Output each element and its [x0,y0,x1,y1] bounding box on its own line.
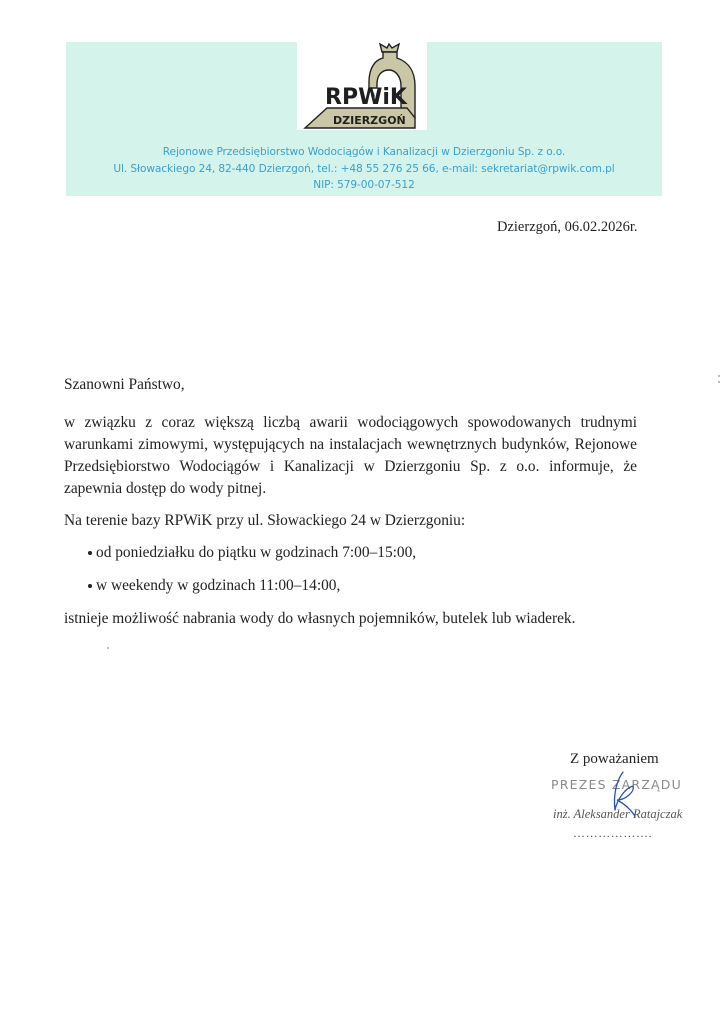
bullet-icon [88,551,92,555]
letter-paragraph-3: istnieje możliwość nabrania wody do własnych pojemników, butelek lub wiaderek. [64,610,576,627]
company-logo [297,38,427,130]
bullet-icon [88,584,92,588]
scan-speck [107,647,109,649]
company-name: Rejonowe Przedsiębiorstwo Wodociągów i Kanalizacji w Dzierzgoniu Sp. z o.o. [162,146,566,158]
list-item [64,542,637,564]
faucet-logo-icon [297,38,427,130]
list-item [64,575,637,597]
letter-paragraph-2: Na terenie bazy RPWiK przy ul. Słowackiego 24 w Dzierzgoniu: [64,512,466,529]
company-address: Ul. Słowackiego 24, 82-440 Dzierzgoń, tel.: +48 55 276 25 66, e-mail: sekretariat@rpwik.com.pl [113,162,615,175]
logo-main-text: RPWiK [325,85,407,110]
letter-paragraph-1: w związku z coraz większą liczbą awarii wodociągowych spowodowanych trudnymi warunkami zimowymi, występujących na instalacjach wewnętrznych budynków, Rejonowe Przedsiębiorstwo Wodociągów i Kanalizacji w Dzierzgoniu Sp. z o.o. informuje, że zapewnia dostęp do wody pitnej. [64,414,637,497]
letter-greeting: Szanowni Państwo, [64,376,185,393]
signatory-name-stamp: inż. Aleksander Ratajczak [553,807,683,821]
letter-date: Dzierzgoń, 06.02.2026r. [497,219,638,235]
company-nip: NIP: 579-00-07-512 [313,179,415,191]
company-info [66,144,662,194]
list-item-text: od poniedziałku do piątku w godzinach 7:00–15:00, [96,544,417,561]
scan-speck [718,375,720,377]
scan-speck [718,381,720,383]
opening-hours-list [64,542,637,608]
signatory-title-stamp: PREZES ZARZĄDU [551,777,682,792]
list-item-text: w weekendy w godzinach 11:00–14:00, [96,577,341,594]
signature-dotted-line: ………………. [573,826,653,840]
closing-phrase: Z poważaniem [570,751,659,767]
logo-sub-text: DZIERZGOŃ [333,114,406,127]
